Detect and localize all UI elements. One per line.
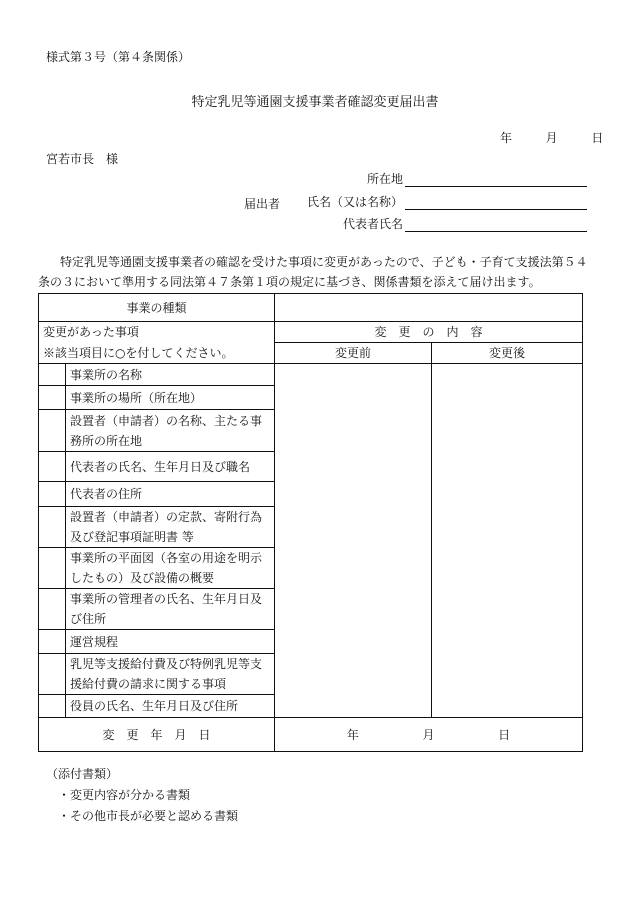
- before-label: 変更前: [275, 343, 432, 364]
- changed-items-label: 変更があった事項: [39, 322, 275, 343]
- item-label: 役員の氏名、生年月日及び住所: [66, 695, 275, 718]
- change-date-row: [39, 718, 583, 752]
- item-checkbox-6[interactable]: [39, 507, 66, 548]
- address-field[interactable]: [405, 170, 587, 187]
- after-label: 変更後: [432, 343, 583, 364]
- change-date-month: 月: [422, 727, 435, 742]
- item-label: 乳児等支援給付費及び特例乳児等支援給付費の請求に関する事項: [66, 654, 275, 695]
- address-field-row: [367, 170, 587, 187]
- intro-text: 特定乳児等通園支援事業者の確認を受けた事項に変更があったので、子ども・子育て支援法第５４条の３において準用する同法第４７条第１項の規定に基づき、関係書類を添えて届け出ます。: [38, 255, 588, 289]
- item-checkbox-10[interactable]: [39, 654, 66, 695]
- date-month: 月: [545, 131, 558, 145]
- item-checkbox-3[interactable]: [39, 410, 66, 452]
- item-label: 運営規程: [66, 630, 275, 654]
- document-title: 特定乳児等通園支援事業者確認変更届出書: [191, 95, 439, 110]
- item-label: 事業所の名称: [66, 364, 275, 386]
- business-type-label: 事業の種類: [39, 294, 275, 322]
- submission-date: [500, 129, 603, 146]
- attachments-heading: （添付書類）: [46, 767, 119, 781]
- item-label: 設置者（申請者）の名称、主たる事務所の所在地: [66, 410, 275, 452]
- item-checkbox-7[interactable]: [39, 548, 66, 589]
- attachment-item: ・変更内容が分かる書類: [58, 788, 191, 802]
- business-type-value[interactable]: [275, 294, 583, 322]
- item-checkbox-9[interactable]: [39, 630, 66, 654]
- change-content-label: 変 更 の 内 容: [275, 322, 583, 343]
- notifier-label: 届出者: [244, 197, 281, 211]
- item-checkbox-1[interactable]: [39, 364, 66, 386]
- item-label: 代表者の氏名、生年月日及び職名: [66, 452, 275, 482]
- date-day: 日: [591, 131, 604, 145]
- item-checkbox-8[interactable]: [39, 589, 66, 630]
- item-checkbox-4[interactable]: [39, 452, 66, 482]
- item-label: 代表者の住所: [66, 482, 275, 507]
- header-row-2: [39, 343, 583, 364]
- representative-field[interactable]: [405, 215, 587, 232]
- change-date-day: 日: [498, 727, 511, 742]
- representative-label: 代表者氏名: [342, 217, 403, 231]
- change-date-field[interactable]: [275, 718, 583, 752]
- after-content-area[interactable]: [432, 364, 583, 718]
- header-row-1: [39, 322, 583, 343]
- representative-field-row: [343, 215, 587, 232]
- form-number: 様式第３号（第４条関係）: [46, 50, 191, 64]
- addressee: 宮若市長 様: [46, 152, 119, 166]
- date-year: 年: [500, 131, 513, 145]
- instruction-text: ※該当項目に○を付してください。: [39, 343, 275, 364]
- item-checkbox-11[interactable]: [39, 695, 66, 718]
- name-field-row: [307, 193, 587, 210]
- change-date-label: 変 更 年 月 日: [39, 718, 275, 752]
- business-type-row: [39, 294, 583, 322]
- item-label: 事業所の管理者の氏名、生年月日及び住所: [66, 589, 275, 630]
- name-field[interactable]: [405, 193, 587, 210]
- attachment-item: ・その他市長が必要と認める書類: [58, 809, 239, 823]
- table-row: [39, 364, 583, 386]
- address-label: 所在地: [366, 172, 403, 186]
- name-label: 氏名（又は名称）: [306, 195, 403, 209]
- item-label: 事業所の場所（所在地）: [66, 386, 275, 410]
- item-label: 設置者（申請者）の定款、寄附行為及び登記事項証明書 等: [66, 507, 275, 548]
- item-checkbox-2[interactable]: [39, 386, 66, 410]
- change-table: [38, 293, 583, 752]
- before-content-area[interactable]: [275, 364, 432, 718]
- change-date-year: 年: [346, 727, 359, 742]
- item-checkbox-5[interactable]: [39, 482, 66, 507]
- item-label: 事業所の平面図（各室の用途を明示したもの）及び設備の概要: [66, 548, 275, 589]
